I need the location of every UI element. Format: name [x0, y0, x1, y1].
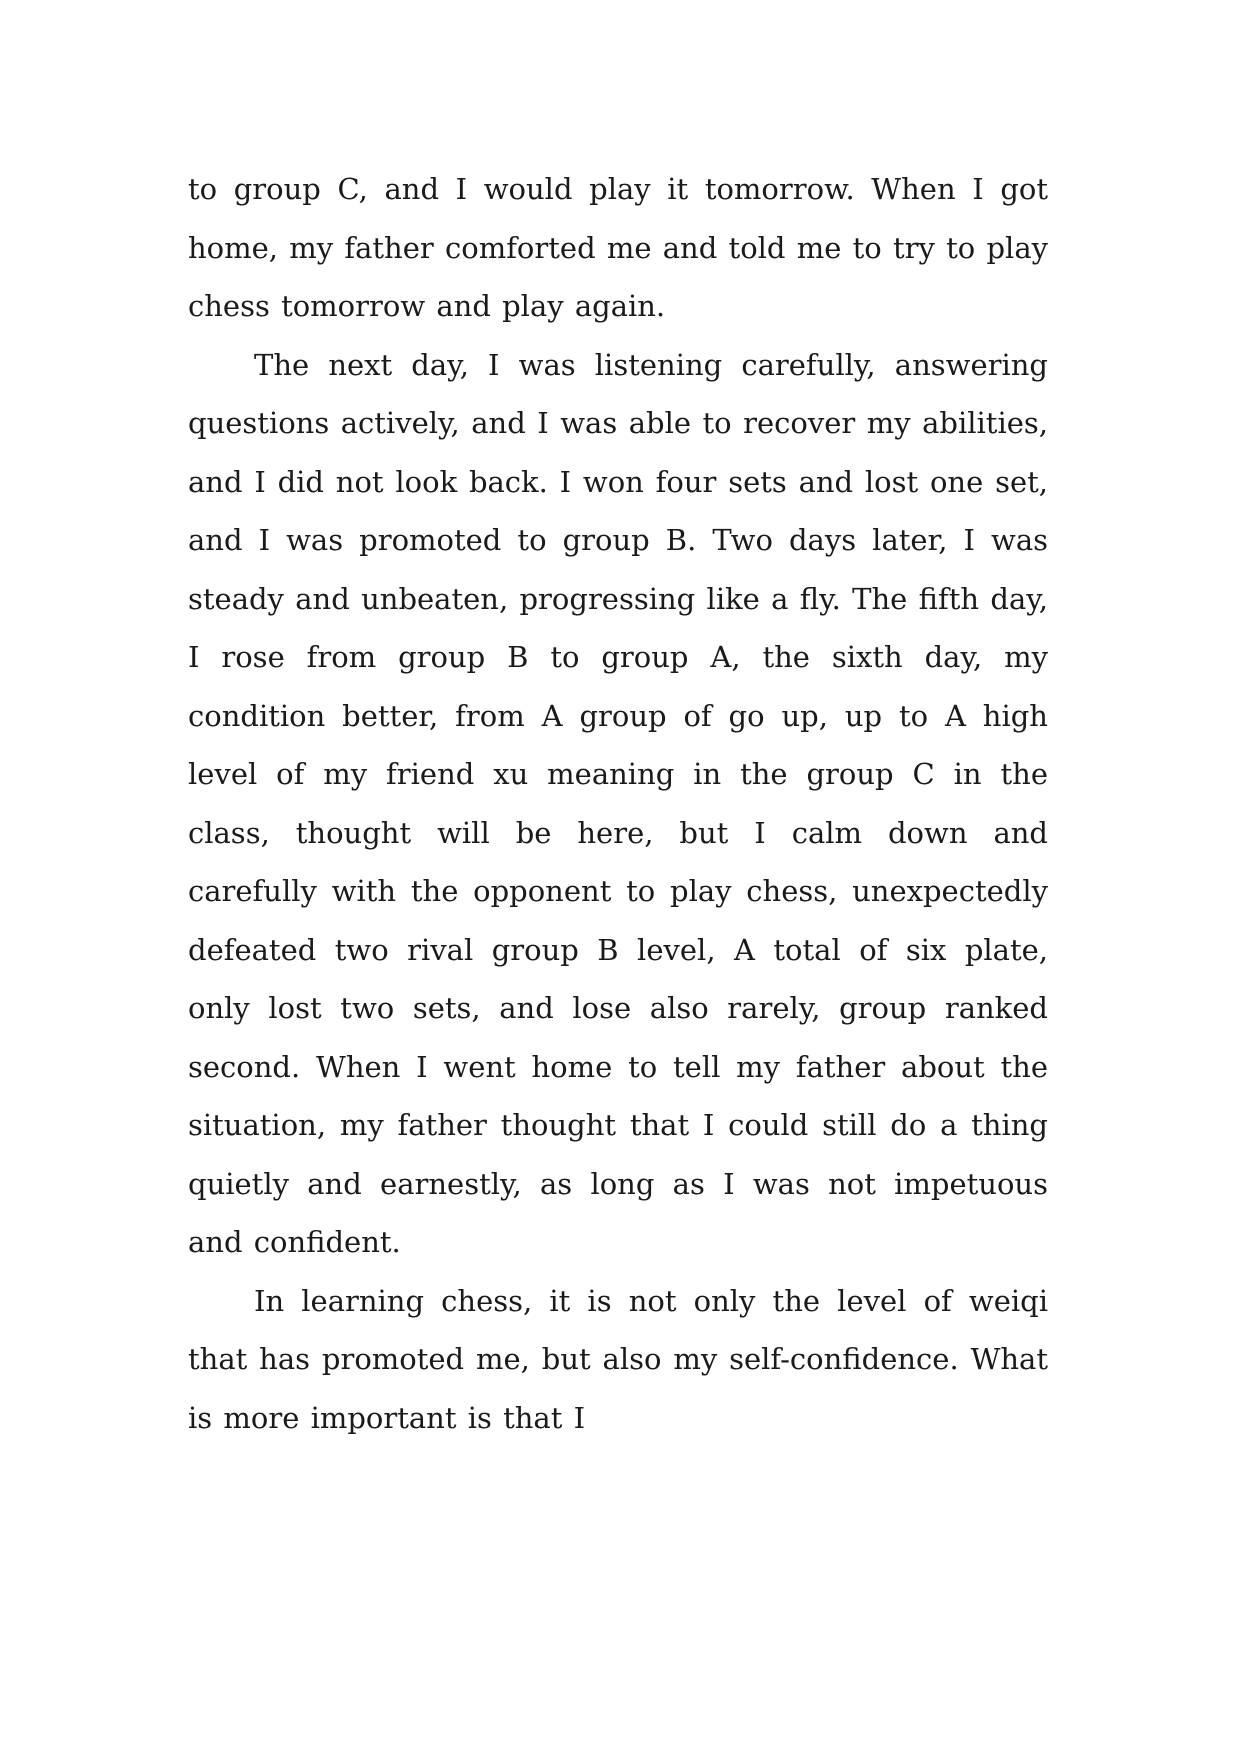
body-text: [188, 160, 1048, 1447]
paragraph-learning-chess: In learning chess, it is not only the level of weiqi that has promoted me, but also my self-confidence. What is more important is that I: [188, 1283, 1048, 1435]
paragraph-next-day: The next day, I was listening carefully, answering questions actively, and I was able to recover my abilities, and I did not look back. I won four sets and lost one set, and I was promoted to group B. Two days later, I was steady and unbeaten, progressing like a fly. The fifth day, I rose from group B to group A, the sixth day, my condition better, from A group of go up, up to A high level of my friend xu meaning in the group C in the class, thought will be here, but I calm down and carefully with the opponent to play chess, unexpectedly defeated two rival group B level, A total of six plate, only lost two sets, and lose also rarely, group ranked second. When I went home to tell my father about the situation, my father thought that I could still do a thing quietly and earnestly, as long as I was not impetuous and confident.: [188, 347, 1048, 1259]
paragraph-continued: to group C, and I would play it tomorrow. When I got home, my father comforted me and told me to try to play chess tomorrow and play again.: [188, 172, 1048, 323]
